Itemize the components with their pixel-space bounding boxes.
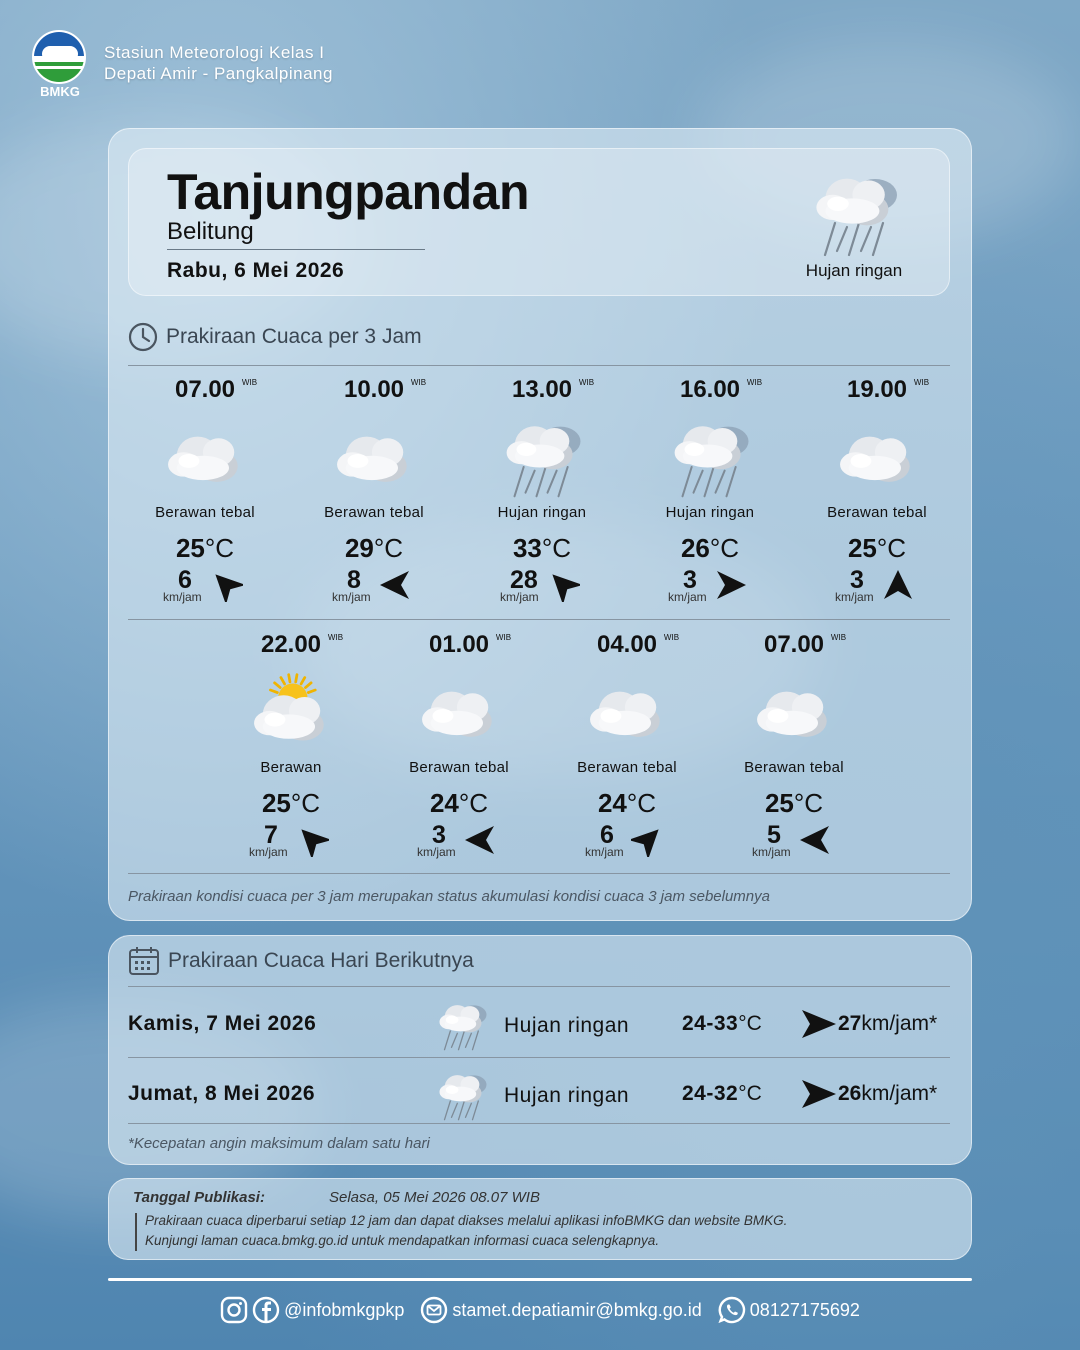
divider: [128, 619, 950, 620]
publication-card: [108, 1178, 972, 1260]
hourly-slot: [211, 631, 371, 861]
day-date: Jumat, 8 Mei 2026: [128, 1082, 316, 1105]
header-brand: [32, 30, 333, 98]
slot-temperature: 24°C: [429, 788, 489, 818]
hourly-slot: [630, 376, 790, 606]
cloud-icon: [157, 412, 253, 500]
publication-date: Selasa, 05 Mei 2026 08.07 WIB: [329, 1189, 540, 1206]
cloud-icon: [579, 667, 675, 755]
daily-row: [128, 1062, 950, 1122]
email-icon: [420, 1296, 448, 1324]
slot-time: 22.00 WIB: [260, 631, 344, 658]
divider: [128, 1057, 950, 1058]
wind-speed: 3: [683, 566, 697, 594]
station-line-2: Depati Amir - Pangkalpinang: [104, 64, 333, 83]
slot-condition: Hujan ringan: [497, 504, 587, 521]
timezone-label: WIB: [830, 633, 847, 642]
daily-note: *Kecepatan angin maksimum dalam satu hari: [128, 1135, 430, 1152]
publication-label: Tanggal Publikasi:: [133, 1189, 265, 1206]
clock-icon: [128, 322, 158, 352]
slot-condition: Hujan ringan: [665, 504, 755, 521]
wind-speed: 3: [432, 821, 446, 849]
cloud-icon: [746, 667, 842, 755]
slot-wind: [630, 566, 790, 606]
slot-time: 19.00 WIB: [846, 376, 930, 403]
regency-name: Belitung: [167, 218, 254, 245]
footer-divider: [108, 1278, 972, 1281]
wind-unit: km/jam: [585, 845, 624, 859]
wind-direction-icon: [798, 1076, 838, 1112]
hourly-slot: [547, 631, 707, 861]
current-condition: Hujan ringan: [805, 261, 903, 280]
rain-cloud-icon: [662, 412, 758, 500]
slot-time: 01.00 WIB: [428, 631, 512, 658]
slot-wind: [547, 821, 707, 861]
forecast-date: Rabu, 6 Mei 2026: [167, 259, 345, 282]
wind-unit: km/jam: [332, 590, 371, 604]
daily-row: [128, 992, 950, 1052]
wind-direction-icon: [295, 823, 329, 857]
wind-speed: 6: [178, 566, 192, 594]
quote-bar: [135, 1213, 137, 1251]
location-card: [128, 148, 950, 296]
slot-wind: [797, 566, 957, 606]
slot-time: 07.00 WIB: [763, 631, 847, 658]
wind-unit: km/jam: [668, 590, 707, 604]
divider: [167, 249, 425, 250]
logo-text: BMKG: [40, 84, 80, 99]
hourly-slot: [797, 376, 957, 606]
wind-direction-icon: [378, 568, 412, 602]
rain-cloud-icon: [432, 1066, 492, 1122]
hourly-section-title: [128, 322, 422, 352]
slot-time: 04.00 WIB: [596, 631, 680, 658]
hourly-slot: [379, 631, 539, 861]
station-line-1: Stasiun Meteorologi Kelas I: [104, 43, 325, 62]
slot-wind: [211, 821, 371, 861]
phone-link[interactable]: [718, 1296, 860, 1324]
instagram-icon: [220, 1296, 248, 1324]
daily-title-text: Prakiraan Cuaca Hari Berikutnya: [168, 949, 474, 972]
partly-cloudy-icon: [243, 667, 339, 755]
timezone-label: WIB: [913, 378, 930, 387]
slot-temperature: 25°C: [261, 788, 321, 818]
hourly-note: Prakiraan kondisi cuaca per 3 jam merupakan status akumulasi kondisi cuaca 3 jam sebelumnya: [128, 888, 770, 905]
wind-unit: km/jam: [163, 590, 202, 604]
slot-wind: [462, 566, 622, 606]
wind-unit: km/jam: [752, 845, 791, 859]
slot-condition: Berawan tebal: [155, 504, 255, 521]
day-date: Kamis, 7 Mei 2026: [128, 1012, 317, 1035]
daily-section-title: [128, 946, 474, 976]
cloud-icon: [326, 412, 422, 500]
whatsapp-icon: [718, 1296, 746, 1324]
slot-temperature: 24°C: [597, 788, 657, 818]
slot-wind: [714, 821, 874, 861]
day-temperature: 24-32°C: [682, 1082, 762, 1105]
wind-direction-icon: [714, 568, 748, 602]
publication-info-1: Prakiraan cuaca diperbarui setiap 12 jam dan dapat diakses melalui aplikasi infoBMKG dan website BMKG.: [145, 1213, 788, 1228]
wind-speed: 6: [600, 821, 614, 849]
timezone-label: WIB: [663, 633, 680, 642]
slot-condition: Berawan tebal: [577, 759, 677, 776]
divider: [128, 873, 950, 874]
publication-info-2: Kunjungi laman cuaca.bmkg.go.id untuk mendapatkan informasi cuaca selengkapnya.: [145, 1233, 660, 1248]
hourly-slot: [294, 376, 454, 606]
bmkg-logo: [32, 30, 88, 98]
hourly-title-text: Prakiraan Cuaca per 3 Jam: [166, 325, 422, 348]
hourly-slot: [462, 376, 622, 606]
wind-unit: km/jam: [417, 845, 456, 859]
divider: [128, 365, 950, 366]
slot-temperature: 25°C: [175, 533, 235, 563]
slot-wind: [294, 566, 454, 606]
wind-speed: 8: [347, 566, 361, 594]
slot-temperature: 29°C: [344, 533, 404, 563]
wind-unit: km/jam: [500, 590, 539, 604]
social-handle: @infobmkgpkp: [284, 1299, 405, 1320]
hourly-slot: [125, 376, 285, 606]
timezone-label: WIB: [495, 633, 512, 642]
rain-cloud-icon: [805, 163, 905, 259]
wind-direction-icon: [463, 823, 497, 857]
slot-time: 16.00 WIB: [679, 376, 763, 403]
day-temperature: 24-33°C: [682, 1012, 762, 1035]
wind-speed: 28: [510, 566, 538, 594]
slot-temperature: 25°C: [847, 533, 907, 563]
day-condition: Hujan ringan: [504, 1084, 630, 1107]
phone-number: 08127175692: [749, 1299, 860, 1320]
wind-direction-icon: [209, 568, 243, 602]
social-link[interactable]: [220, 1296, 404, 1324]
facebook-icon: [252, 1296, 280, 1324]
cloud-icon: [411, 667, 507, 755]
wind-direction-icon: [881, 568, 915, 602]
timezone-label: WIB: [578, 378, 595, 387]
wind-direction-icon: [798, 1006, 838, 1042]
slot-time: 07.00 WIB: [174, 376, 258, 403]
slot-wind: [125, 566, 285, 606]
day-condition: Hujan ringan: [504, 1014, 630, 1037]
slot-temperature: 33°C: [512, 533, 572, 563]
slot-time: 13.00 WIB: [511, 376, 595, 403]
station-name: [104, 42, 333, 84]
email-address: stamet.depatiamir@bmkg.go.id: [452, 1299, 702, 1320]
slot-condition: Berawan tebal: [744, 759, 844, 776]
divider: [128, 1123, 950, 1124]
rain-cloud-icon: [432, 996, 492, 1052]
footer-contacts: [0, 1296, 1080, 1324]
divider: [128, 986, 950, 987]
day-wind: 27km/jam*: [838, 1012, 938, 1035]
slot-condition: Berawan tebal: [827, 504, 927, 521]
wind-direction-icon: [631, 823, 665, 857]
slot-condition: Berawan tebal: [324, 504, 424, 521]
timezone-label: WIB: [746, 378, 763, 387]
wind-direction-icon: [798, 823, 832, 857]
calendar-icon: [128, 946, 160, 976]
cloud-icon: [829, 412, 925, 500]
slot-time: 10.00 WIB: [343, 376, 427, 403]
day-wind: 26km/jam*: [838, 1082, 938, 1105]
wind-speed: 7: [264, 821, 278, 849]
slot-wind: [379, 821, 539, 861]
slot-condition: Berawan: [260, 759, 322, 776]
wind-speed: 3: [850, 566, 864, 594]
slot-temperature: 26°C: [680, 533, 740, 563]
wind-unit: km/jam: [835, 590, 874, 604]
wind-speed: 5: [767, 821, 781, 849]
rain-cloud-icon: [494, 412, 590, 500]
hourly-slot: [714, 631, 874, 861]
city-name: Tanjungpandan: [167, 164, 529, 220]
timezone-label: WIB: [410, 378, 427, 387]
email-link[interactable]: [420, 1296, 701, 1324]
timezone-label: WIB: [241, 378, 258, 387]
slot-temperature: 25°C: [764, 788, 824, 818]
timezone-label: WIB: [327, 633, 344, 642]
wind-direction-icon: [546, 568, 580, 602]
wind-unit: km/jam: [249, 845, 288, 859]
slot-condition: Berawan tebal: [409, 759, 509, 776]
